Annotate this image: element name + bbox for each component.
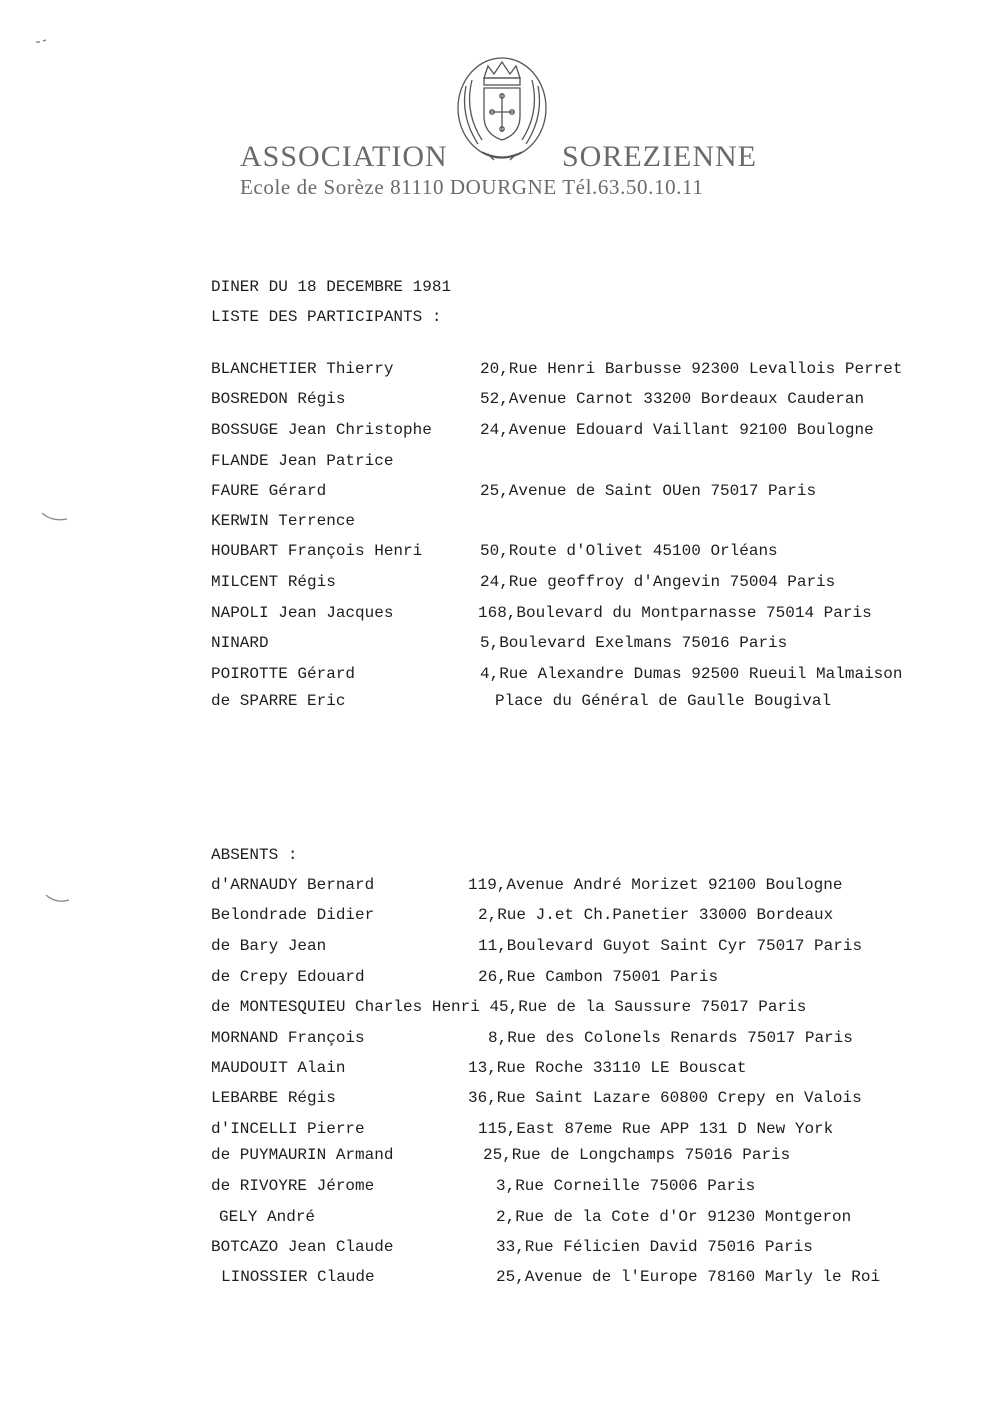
list-item (0, 1238, 1000, 1262)
absent-name: de RIVOYRE Jérome (211, 1177, 375, 1195)
list-item (0, 390, 1000, 414)
absent-name: de Crepy Edouard (211, 968, 365, 986)
participant-name: NAPOLI Jean Jacques (211, 604, 394, 622)
absent-address: 33,Rue Félicien David 75016 Paris (496, 1238, 813, 1256)
list-item (0, 482, 1000, 506)
absent-name: GELY André (219, 1208, 316, 1226)
list-item (0, 998, 1000, 1022)
participant-name: POIROTTE Gérard (211, 665, 356, 683)
absent-name: d'INCELLI Pierre (211, 1120, 365, 1138)
dinner-title: DINER DU 18 DECEMBRE 1981 (211, 278, 452, 296)
list-item (0, 665, 1000, 689)
list-item (0, 452, 1000, 476)
list-item (0, 1146, 1000, 1170)
participant-name: BLANCHETIER Thierry (211, 360, 394, 378)
participant-name: BOSREDON Régis (211, 390, 346, 408)
absent-address: 119,Avenue André Morizet 92100 Boulogne (468, 876, 843, 894)
participant-address: 25,Avenue de Saint OUen 75017 Paris (480, 482, 817, 500)
absent-name: d'ARNAUDY Bernard (211, 876, 375, 894)
list-item (0, 1059, 1000, 1083)
participant-address: 4,Rue Alexandre Dumas 92500 Rueuil Malmaison (480, 665, 903, 683)
absent-address: 36,Rue Saint Lazare 60800 Crepy en Valois (468, 1089, 862, 1107)
absent-name: LINOSSIER Claude (221, 1268, 375, 1286)
participant-address: Place du Général de Gaulle Bougival (495, 692, 832, 710)
absent-name: de MONTESQUIEU Charles Henri 45,Rue de la Saussure 75017 Paris (211, 998, 807, 1016)
list-item (0, 360, 1000, 384)
absent-name: BOTCAZO Jean Claude (211, 1238, 394, 1256)
participant-name: KERWIN Terrence (211, 512, 356, 530)
list-item (0, 542, 1000, 566)
list-item (0, 512, 1000, 536)
absent-address: 2,Rue J.et Ch.Panetier 33000 Bordeaux (478, 906, 834, 924)
list-item (0, 968, 1000, 992)
list-item (0, 1120, 1000, 1144)
participant-address: 24,Avenue Edouard Vaillant 92100 Boulogne (480, 421, 874, 439)
participant-name: FLANDE Jean Patrice (211, 452, 394, 470)
list-item (0, 692, 1000, 716)
list-item (0, 1177, 1000, 1201)
participant-address: 50,Route d'Olivet 45100 Orléans (480, 542, 778, 560)
participant-name: MILCENT Régis (211, 573, 336, 591)
absents-heading: ABSENTS : (211, 846, 298, 864)
list-item (0, 634, 1000, 658)
absent-address: 13,Rue Roche 33110 LE Bouscat (468, 1059, 747, 1077)
scan-speck (34, 36, 54, 46)
list-item (0, 604, 1000, 628)
absent-name: MORNAND François (211, 1029, 365, 1047)
absent-address: 25,Avenue de l'Europe 78160 Marly le Roi (496, 1268, 881, 1286)
tick-mark (40, 510, 70, 524)
absent-name: Belondrade Didier (211, 906, 375, 924)
absent-address: 26,Rue Cambon 75001 Paris (478, 968, 719, 986)
association-emblem (452, 56, 552, 170)
absent-name: de PUYMAURIN Armand (211, 1146, 394, 1164)
tick-mark (44, 892, 72, 906)
letterhead-association: ASSOCIATION (240, 140, 448, 173)
list-item (0, 1208, 1000, 1232)
absent-address: 2,Rue de la Cote d'Or 91230 Montgeron (496, 1208, 852, 1226)
list-item (0, 573, 1000, 597)
participant-address: 20,Rue Henri Barbusse 92300 Levallois Perret (480, 360, 903, 378)
list-item (0, 1029, 1000, 1053)
participants-heading: LISTE DES PARTICIPANTS : (211, 308, 442, 326)
participant-name: de SPARRE Eric (211, 692, 346, 710)
participant-name: FAURE Gérard (211, 482, 327, 500)
participant-address: 52,Avenue Carnot 33200 Bordeaux Cauderan (480, 390, 865, 408)
participant-name: HOUBART François Henri (211, 542, 423, 560)
participant-address: 5,Boulevard Exelmans 75016 Paris (480, 634, 788, 652)
absent-name: de Bary Jean (211, 937, 327, 955)
absent-address: 115,East 87eme Rue APP 131 D New York (478, 1120, 834, 1138)
letterhead-sorezienne: SOREZIENNE (562, 140, 757, 173)
participant-name: NINARD (211, 634, 269, 652)
absent-name: MAUDOUIT Alain (211, 1059, 346, 1077)
letterhead-address: Ecole de Sorèze 81110 DOURGNE Tél.63.50.10.11 (240, 175, 704, 199)
list-item (0, 421, 1000, 445)
list-item (0, 906, 1000, 930)
list-item (0, 876, 1000, 900)
absent-address: 11,Boulevard Guyot Saint Cyr 75017 Paris (478, 937, 863, 955)
list-item (0, 937, 1000, 961)
list-item (0, 1268, 1000, 1292)
absent-address: 25,Rue de Longchamps 75016 Paris (483, 1146, 791, 1164)
participant-address: 168,Boulevard du Montparnasse 75014 Paris (478, 604, 872, 622)
absent-name: LEBARBE Régis (211, 1089, 336, 1107)
participant-name: BOSSUGE Jean Christophe (211, 421, 432, 439)
absent-address: 8,Rue des Colonels Renards 75017 Paris (488, 1029, 853, 1047)
absent-address: 3,Rue Corneille 75006 Paris (496, 1177, 756, 1195)
list-item (0, 1089, 1000, 1113)
participant-address: 24,Rue geoffroy d'Angevin 75004 Paris (480, 573, 836, 591)
